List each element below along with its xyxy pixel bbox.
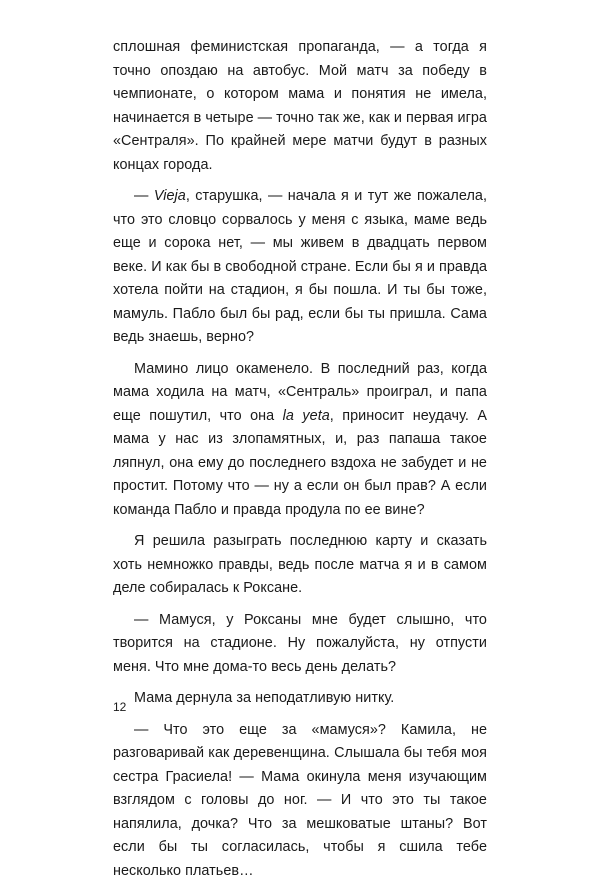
page-number: 12 [113, 699, 126, 715]
italic-word: Vieja [154, 188, 186, 204]
paragraph-text: — Что это еще за «мамуся»? Камила, не разговаривай как деревенщина. Слышала бы тебя моя сестра Грасиела! — Мама окинула меня изучающим взглядом с головы до ног. — И что это ты такое напялила, дочка? Что за мешковатые штаны? Вот если бы ты согласилась, чтобы я сшила тебе несколько платьев… [113, 722, 487, 879]
paragraph-text: , старушка, — начала я и тут же пожалела, что это словцо сорвалось у меня с языка, маме ведь еще и сорока нет, — мы живем в двадцать первом веке. И как бы в свободной стране. Если бы я и правда хотела пойти на стадион, я бы пошла. И ты бы тоже, мамуль. Пабло был бы рад, если бы ты пришла. Сама ведь знаешь, верно? [113, 188, 487, 345]
paragraph-text: — Мамуся, у Роксаны мне будет слышно, что творится на стадионе. Ну пожалуйста, ну отпусти меня. Что мне дома-то весь день делать? [113, 612, 487, 675]
paragraph-narration [113, 530, 487, 601]
paragraph-narration [113, 358, 487, 523]
paragraph-continuation [113, 36, 487, 177]
body-text [113, 36, 487, 883]
paragraph-dialogue [113, 719, 487, 883]
paragraph-dialogue [113, 185, 487, 350]
paragraph-text: Мамино лицо окаменело. В последний раз, когда мама ходила на матч, «Сентраль» проиграл, и папа еще пошутил, что она [113, 361, 487, 424]
paragraph-narration [113, 687, 487, 711]
dialogue-dash: — [134, 188, 154, 204]
paragraph-dialogue [113, 609, 487, 680]
paragraph-text: Мама дернула за неподатливую нитку. [134, 690, 394, 706]
paragraph-text: , приносит неудачу. А мама у нас из злопамятных, и, раз папаша такое ляпнул, она ему до последнего вздоха не забудет и не простит. Потому что — ну а если он был прав? А если команда Пабло и правда продула по ее вине? [113, 408, 487, 518]
paragraph-text: Я решила разыграть последнюю карту и сказать хоть немножко правды, ведь после матча я и в самом деле собиралась к Роксане. [113, 533, 487, 596]
paragraph-text: сплошная феминистская пропаганда, — а тогда я точно опоздаю на автобус. Мой матч за победу в чемпионате, о котором мама и понятия не имела, начинается в четыре — точно так же, как и первая игра «Сентраля». По крайней мере матчи будут в разных концах города. [113, 39, 487, 173]
italic-word: la yeta [283, 408, 330, 424]
